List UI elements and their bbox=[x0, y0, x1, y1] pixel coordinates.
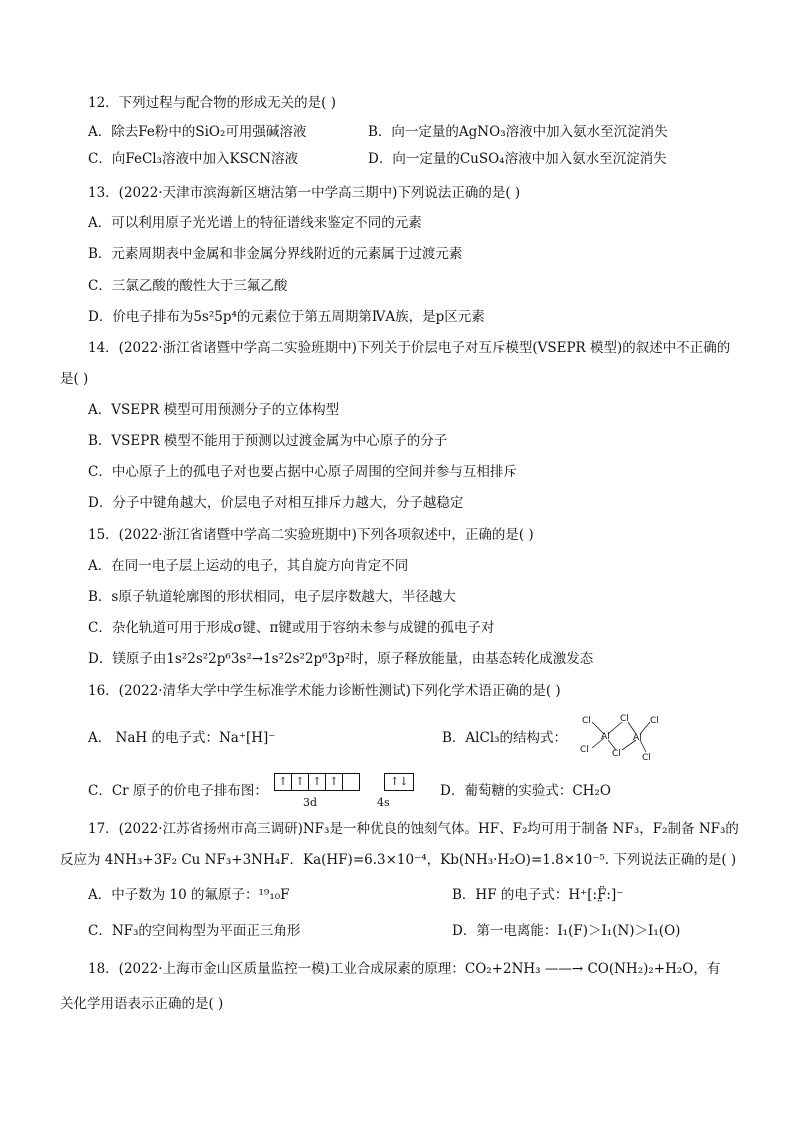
q17-option-c: C．NF₃的空间构型为平面正三角形 bbox=[88, 923, 301, 939]
q18-stem-line1: 18．(2022·上海市金山区质量监控一模)工业合成尿素的原理：CO₂+2NH₃ ——→ CO(NH₂)₂+H₂O，有 bbox=[88, 961, 721, 977]
alcl3-structure bbox=[576, 712, 668, 764]
q13-stem: 13．(2022·天津市滨海新区塘沽第一中学高三期中)下列说法正确的是( ) bbox=[88, 185, 521, 201]
orbital-3d-label: 3d bbox=[303, 796, 318, 809]
q13-option-c: C．三氯乙酸的酸性大于三氟乙酸 bbox=[88, 278, 288, 294]
atom-label: Cl bbox=[582, 716, 591, 726]
atom-label: Al bbox=[601, 732, 610, 742]
orbital-3d-box bbox=[274, 773, 360, 791]
q17-stem-line1: 17．(2022·江苏省扬州市高三调研)NF₃是一种优良的蚀刻气体。HF、F₂均可用于制备 NF₃，F₂制备 NF₃的 bbox=[88, 821, 739, 837]
orbital-cell: ↑ bbox=[326, 774, 343, 790]
orbital-cell: ↑ bbox=[309, 774, 326, 790]
q14-option-b: B．VSEPR 模型不能用于预测以过渡金属为中心原子的分子 bbox=[88, 433, 448, 449]
atom-label: Cl bbox=[620, 714, 629, 724]
q15-option-b: B．s原子轨道轮廓图的形状相同，电子层序数越大，半径越大 bbox=[88, 589, 456, 605]
q16-option-c: C．Cr 原子的价电子排布图： bbox=[88, 783, 268, 799]
q18-stem-line2: 关化学用语表示正确的是( ) bbox=[60, 996, 224, 1012]
q14-option-a: A．VSEPR 模型可用预测分子的立体构型 bbox=[88, 402, 340, 418]
orbital-4s-box bbox=[384, 773, 414, 791]
q12-option-a: A．除去Fe粉中的SiO₂可用强碱溶液 bbox=[88, 124, 307, 140]
q15-stem: 15．(2022·浙江省诸暨中学高二实验班期中)下列各项叙述中，正确的是( ) bbox=[88, 527, 534, 543]
q12-option-d: D．向一定量的CuSO₄溶液中加入氨水至沉淀消失 bbox=[368, 151, 667, 167]
orbital-4s-label: 4s bbox=[377, 796, 390, 809]
orbital-cell: ↑↓ bbox=[390, 775, 409, 788]
alcl3-structure-svg bbox=[576, 712, 668, 764]
q14-stem-line2: 是( ) bbox=[60, 371, 89, 387]
q16-stem: 16．(2022·清华大学中学生标准学术能力诊断性测试)下列化学术语正确的是( ) bbox=[88, 683, 561, 699]
q17-option-d: D．第一电离能：I₁(F)＞I₁(N)＞I₁(O) bbox=[452, 923, 681, 939]
q15-option-a: A．在同一电子层上运动的电子，其自旋方向肯定不同 bbox=[88, 558, 409, 574]
q17-option-a: A．中子数为 10 的氟原子：¹⁹₁₀F bbox=[88, 887, 290, 903]
q17-option-b: B．HF 的电子式：H⁺[:F̤̈:]⁻ bbox=[452, 887, 624, 903]
orbital-cell bbox=[343, 774, 359, 790]
q13-option-b: B．元素周期表中金属和非金属分界线附近的元素属于过渡元素 bbox=[88, 246, 463, 262]
q13-option-d: D．价电子排布为5s²5p⁴的元素位于第五周期第ⅣA族，是p区元素 bbox=[88, 309, 485, 325]
q16-option-d: D．葡萄糖的实验式：CH₂O bbox=[440, 783, 611, 799]
q12-option-b: B．向一定量的AgNO₃溶液中加入氨水至沉淀消失 bbox=[368, 124, 668, 140]
atom-label: Al bbox=[633, 733, 642, 743]
q15-option-c: C．杂化轨道可用于形成σ键、π键或用于容纳未参与成键的孤电子对 bbox=[88, 620, 495, 636]
atom-label: Cl bbox=[642, 753, 651, 763]
q14-option-d: D．分子中键角越大，价层电子对相互排斥力越大，分子越稳定 bbox=[88, 495, 464, 511]
q16-option-b: B．AlCl₃的结构式： bbox=[442, 730, 568, 746]
atom-label: Cl bbox=[612, 749, 621, 759]
q17-stem-line2: 反应为 4NH₃+3F₂ Cu NF₃+3NH₄F．Ka(HF)=6.3×10⁻⁴，Kb(NH₃·H₂O)=1.8×10⁻⁵. 下列说法正确的是( ) bbox=[60, 852, 737, 868]
q14-stem-line1: 14．(2022·浙江省诸暨中学高二实验班期中)下列关于价层电子对互斥模型(VSEPR 模型)的叙述中不正确的 bbox=[88, 340, 731, 356]
q12-stem: 12．下列过程与配合物的形成无关的是( ) bbox=[88, 95, 337, 111]
cr-orbital-diagram bbox=[274, 773, 414, 791]
q14-option-c: C．中心原子上的孤电子对也要占据中心原子周围的空间并参与互相排斥 bbox=[88, 464, 517, 480]
orbital-cell: ↑ bbox=[275, 774, 292, 790]
orbital-cell: ↑ bbox=[292, 774, 309, 790]
atom-label: Cl bbox=[580, 745, 589, 755]
q13-option-a: A．可以利用原子光光谱上的特征谱线来鉴定不同的元素 bbox=[88, 215, 422, 231]
q15-option-d: D．镁原子由1s²2s²2p⁶3s²→1s²2s²2p⁶3p²时，原子释放能量，由基态转化成激发态 bbox=[88, 651, 594, 667]
atom-label: Cl bbox=[650, 716, 659, 726]
q16-option-a: A． NaH 的电子式：Na⁺[H]⁻ bbox=[88, 730, 276, 746]
q12-option-c: C．向FeCl₃溶液中加入KSCN溶液 bbox=[88, 151, 298, 167]
